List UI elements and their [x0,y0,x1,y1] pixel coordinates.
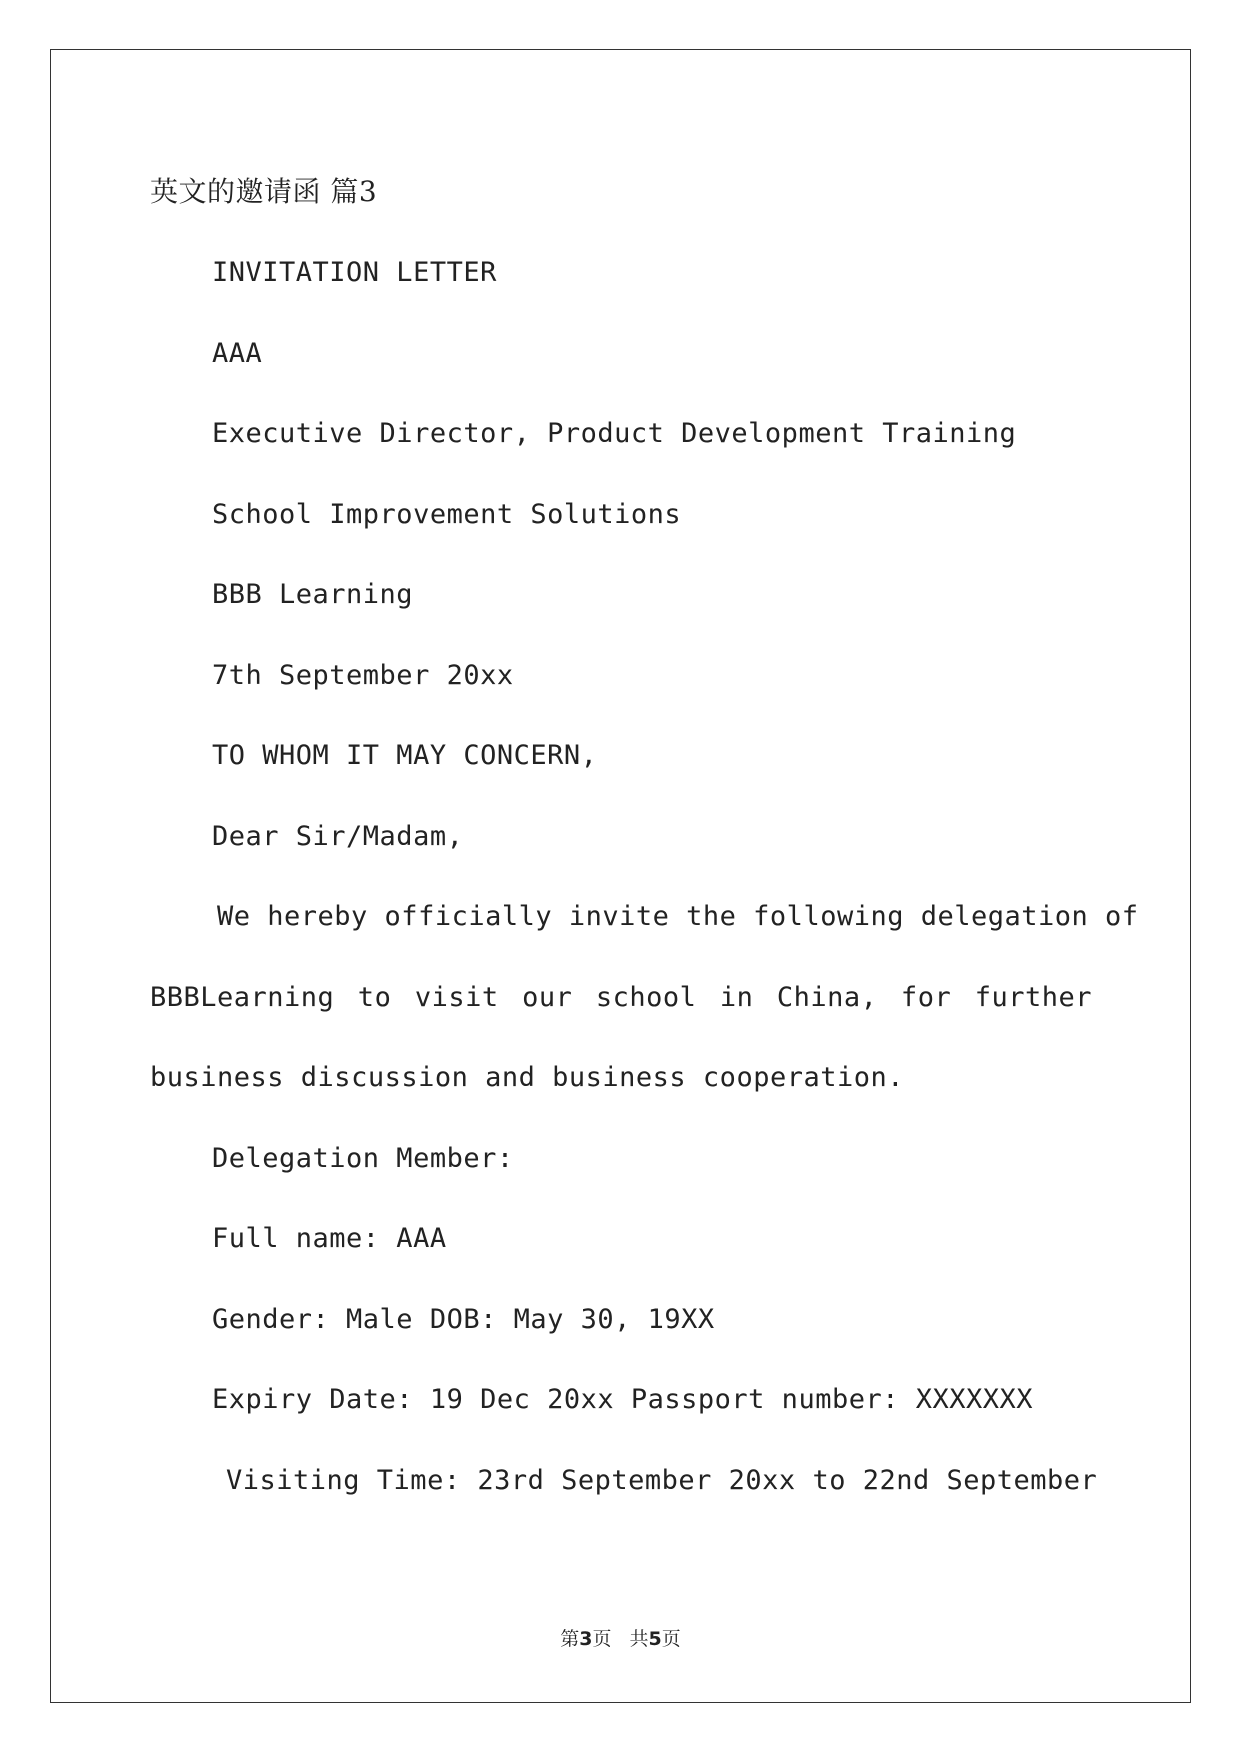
sender-organization: BBB Learning [212,579,414,610]
paragraph-line-2: BBBLearning to visit our school in China, for further [150,982,1092,1013]
section-heading: 英文的邀请函 篇3 [150,175,378,208]
letter-title: INVITATION LETTER [212,257,497,288]
letter-date: 7th September 20xx [212,660,514,691]
footer-total-prefix: 共 [629,1628,649,1650]
recipient-line: TO WHOM IT MAY CONCERN, [212,740,598,771]
delegation-title: Delegation Member: [212,1143,514,1174]
page-frame [50,49,1191,1703]
delegation-visiting-time: Visiting Time: 23rd September 20xx to 22nd September [226,1465,1098,1496]
delegation-full-name: Full name: AAA [212,1223,447,1254]
footer-total-suffix: 页 [661,1628,681,1650]
footer-page-suffix: 页 [592,1628,612,1650]
paragraph-line-1: We hereby officially invite the following delegation of [217,901,1139,932]
salutation: Dear Sir/Madam, [212,821,464,852]
sender-title: Executive Director, Product Development Training [212,418,1017,449]
page-footer [0,1624,1241,1651]
footer-prefix: 第 [560,1628,580,1650]
paragraph-line-3: business discussion and business cooperation. [150,1062,904,1093]
footer-page-number: 3 [579,1628,593,1650]
delegation-expiry-passport: Expiry Date: 19 Dec 20xx Passport number: XXXXXXX [212,1384,1034,1415]
sender-department: School Improvement Solutions [212,499,682,530]
delegation-gender-dob: Gender: Male DOB: May 30, 19XX [212,1304,715,1335]
footer-total-pages: 5 [648,1628,662,1650]
sender-name: AAA [212,338,263,369]
